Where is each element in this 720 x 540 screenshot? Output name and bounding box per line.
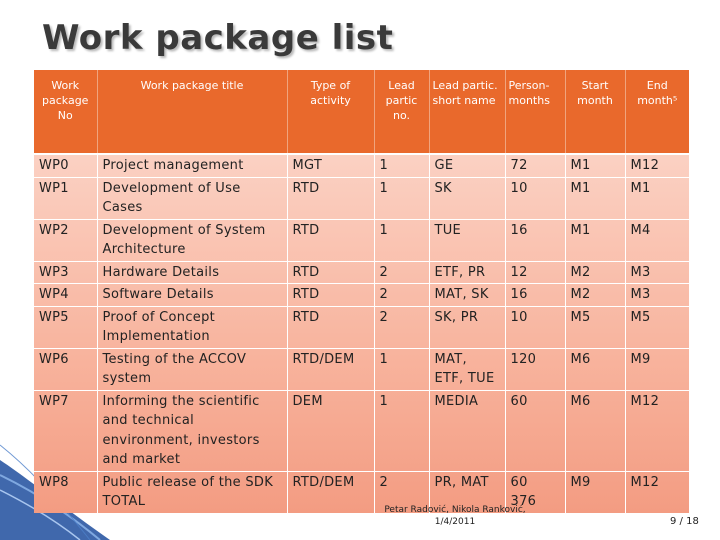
wp-lead-name-cell: SK bbox=[429, 177, 505, 219]
wp-lead-no-cell: 2 bbox=[374, 261, 429, 284]
table-row bbox=[34, 219, 689, 261]
wp-end-month-cell: M12 bbox=[625, 390, 689, 471]
footer-authors: Petar Radović, Nikola Ranković, bbox=[384, 505, 526, 515]
wp-start-month-cell: M1 bbox=[565, 177, 625, 219]
footer-date: 1/4/2011 bbox=[434, 517, 476, 527]
wp-end-month-cell: M3 bbox=[625, 261, 689, 284]
wp-title-cell: Development of System Architecture bbox=[97, 219, 287, 261]
wp-person-months-cell: 72 bbox=[505, 154, 565, 177]
wp-title-cell: Development of Use Cases bbox=[97, 177, 287, 219]
wp-start-month-cell: M2 bbox=[565, 284, 625, 307]
wp-lead-no-cell: 1 bbox=[374, 219, 429, 261]
wp-start-month-cell: M5 bbox=[565, 306, 625, 348]
wp-person-months-cell: 16 bbox=[505, 284, 565, 307]
wp-person-months-cell: 10 bbox=[505, 177, 565, 219]
table-row bbox=[34, 390, 689, 471]
wp-title-cell: Public release of the SDK TOTAL bbox=[97, 471, 287, 513]
wp-no-cell: WP2 bbox=[34, 219, 97, 261]
wp-lead-no-cell: 2 bbox=[374, 306, 429, 348]
header-person-months: Person- months bbox=[505, 70, 565, 154]
wp-lead-no-cell: 1 bbox=[374, 390, 429, 471]
table-row bbox=[34, 348, 689, 390]
wp-title-cell: Project management bbox=[97, 154, 287, 177]
wp-type-cell: RTD bbox=[287, 306, 374, 348]
table-row bbox=[34, 261, 689, 284]
wp-end-month-cell: M12 bbox=[625, 471, 689, 513]
wp-start-month-cell: M2 bbox=[565, 261, 625, 284]
wp-no-cell: WP3 bbox=[34, 261, 97, 284]
header-lead-short-name: Lead partic. short name bbox=[429, 70, 505, 154]
header-start-month: Start month bbox=[565, 70, 625, 154]
header-wp-title: Work package title bbox=[97, 70, 287, 154]
wp-person-months-cell: 12 bbox=[505, 261, 565, 284]
header-type-activity: Type of activity bbox=[287, 70, 374, 154]
wp-lead-name-cell: MEDIA bbox=[429, 390, 505, 471]
wp-end-month-cell: M1 bbox=[625, 177, 689, 219]
wp-type-cell: RTD/DEM bbox=[287, 471, 374, 513]
wp-lead-name-cell: TUE bbox=[429, 219, 505, 261]
wp-no-cell: WP6 bbox=[34, 348, 97, 390]
header-end-month: End month⁵ bbox=[625, 70, 689, 154]
wp-start-month-cell: M1 bbox=[565, 219, 625, 261]
wp-start-month-cell: M1 bbox=[565, 154, 625, 177]
wp-start-month-cell: M6 bbox=[565, 390, 625, 471]
wp-lead-no-cell: 2 bbox=[374, 284, 429, 307]
wp-person-months-cell: 60 376 bbox=[505, 471, 565, 513]
wp-title-cell: Testing of the ACCOV system bbox=[97, 348, 287, 390]
wp-lead-no-cell: 2 bbox=[374, 471, 429, 513]
wp-end-month-cell: M5 bbox=[625, 306, 689, 348]
header-lead-partic-no: Lead partic no. bbox=[374, 70, 429, 154]
wp-no-cell: WP1 bbox=[34, 177, 97, 219]
table-header-row bbox=[34, 70, 689, 154]
wp-end-month-cell: M3 bbox=[625, 284, 689, 307]
wp-lead-name-cell: MAT, SK bbox=[429, 284, 505, 307]
wp-lead-name-cell: GE bbox=[429, 154, 505, 177]
wp-no-cell: WP4 bbox=[34, 284, 97, 307]
wp-person-months-cell: 10 bbox=[505, 306, 565, 348]
wp-type-cell: DEM bbox=[287, 390, 374, 471]
wp-title-cell: Hardware Details bbox=[97, 261, 287, 284]
wp-person-months-cell: 16 bbox=[505, 219, 565, 261]
wp-end-month-cell: M12 bbox=[625, 154, 689, 177]
wp-title-cell: Proof of Concept Implementation bbox=[97, 306, 287, 348]
wp-person-months-cell: 60 bbox=[505, 390, 565, 471]
wp-no-cell: WP7 bbox=[34, 390, 97, 471]
wp-type-cell: RTD/DEM bbox=[287, 348, 374, 390]
wp-type-cell: RTD bbox=[287, 177, 374, 219]
wp-end-month-cell: M4 bbox=[625, 219, 689, 261]
page-title: Work package list bbox=[42, 18, 394, 58]
wp-lead-name-cell: MAT, ETF, TUE bbox=[429, 348, 505, 390]
wp-lead-name-cell: ETF, PR bbox=[429, 261, 505, 284]
wp-type-cell: RTD bbox=[287, 261, 374, 284]
table-row bbox=[34, 306, 689, 348]
wp-lead-name-cell: PR, MAT bbox=[429, 471, 505, 513]
wp-start-month-cell: M6 bbox=[565, 348, 625, 390]
wp-lead-no-cell: 1 bbox=[374, 348, 429, 390]
table-row bbox=[34, 284, 689, 307]
wp-title-cell: Informing the scientific and technical environment, investors and market bbox=[97, 390, 287, 471]
page-number: 9 / 18 bbox=[670, 516, 699, 527]
wp-no-cell: WP8 bbox=[34, 471, 97, 513]
wp-type-cell: MGT bbox=[287, 154, 374, 177]
table-row bbox=[34, 177, 689, 219]
wp-no-cell: WP0 bbox=[34, 154, 97, 177]
wp-type-cell: RTD bbox=[287, 284, 374, 307]
wp-end-month-cell: M9 bbox=[625, 348, 689, 390]
wp-no-cell: WP5 bbox=[34, 306, 97, 348]
wp-title-cell: Software Details bbox=[97, 284, 287, 307]
footer-credits bbox=[370, 504, 540, 528]
wp-type-cell: RTD bbox=[287, 219, 374, 261]
wp-lead-name-cell: SK, PR bbox=[429, 306, 505, 348]
wp-start-month-cell: M9 bbox=[565, 471, 625, 513]
table-row bbox=[34, 471, 689, 513]
wp-person-months-cell: 120 bbox=[505, 348, 565, 390]
wp-lead-no-cell: 1 bbox=[374, 177, 429, 219]
header-wp-no: Work package No bbox=[42, 79, 89, 122]
table-row bbox=[34, 154, 689, 177]
wp-lead-no-cell: 1 bbox=[374, 154, 429, 177]
work-package-table bbox=[34, 70, 689, 513]
